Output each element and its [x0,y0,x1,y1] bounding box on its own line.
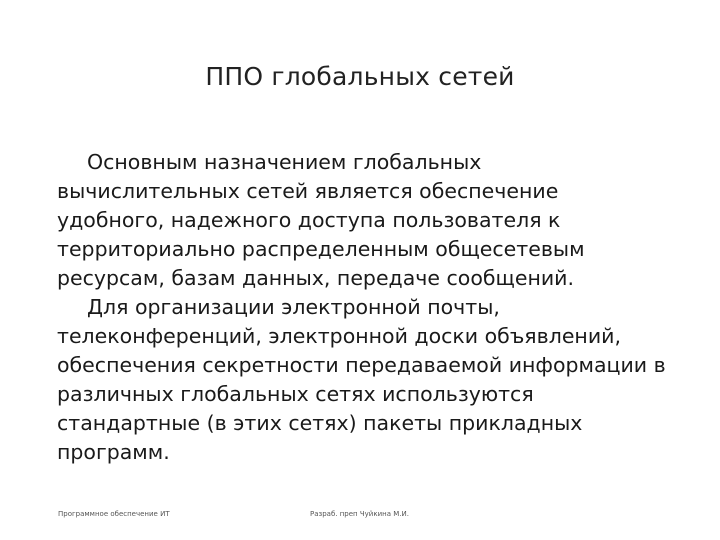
footer-course: Программное обеспечение ИТ [58,510,170,518]
slide-body [57,148,667,467]
slide-title: ППО глобальных сетей [205,62,515,91]
footer-author: Разраб. преп Чуйкина М.И. [310,510,409,518]
paragraph-purpose: Основным назначением глобальных вычислительных сетей является обеспечение удобного, надежного доступа пользователя к территориально распределенным общесетевым ресурсам, базам данных, передаче сообщений. [57,150,585,290]
paragraph-software-packages: Для организации электронной почты, телеконференций, электронной доски объявлений, обеспечения секретности передаваемой информации в различных глобальных сетях используются стандартные (в этих сетях) пакеты прикладных программ. [57,295,666,464]
